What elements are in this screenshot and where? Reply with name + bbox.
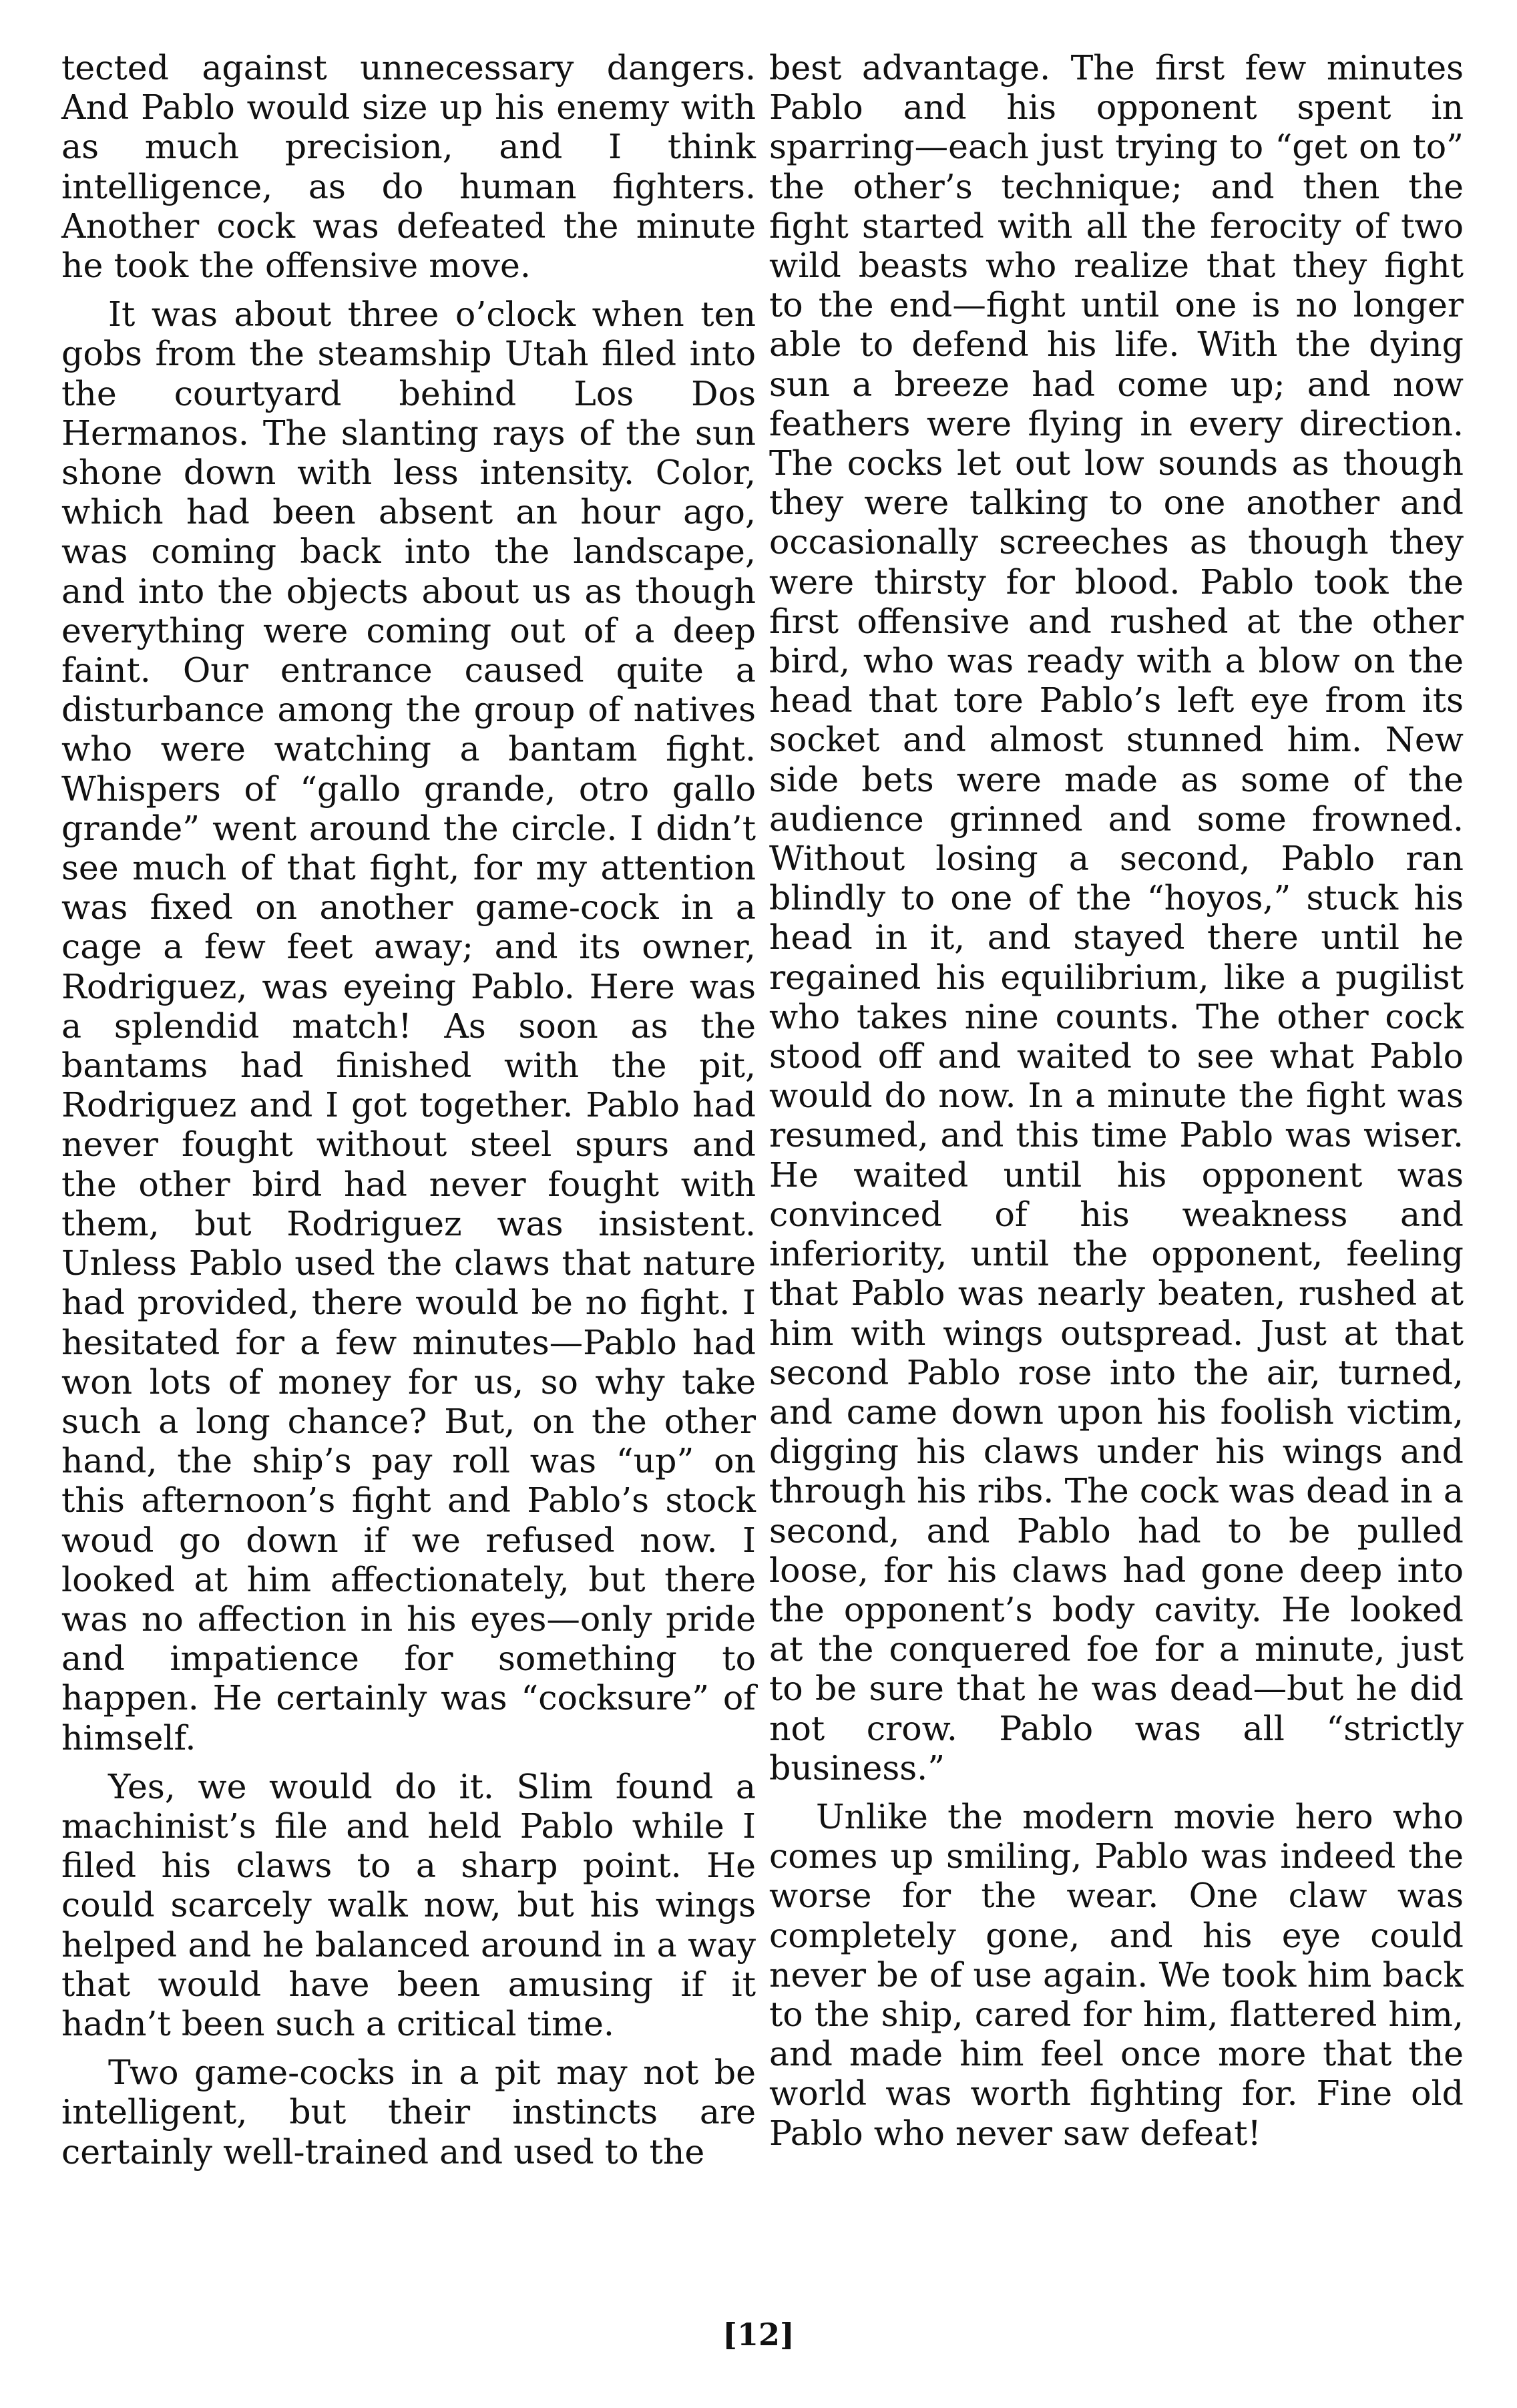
paragraph: Two game-cocks in a pit may not be intelligent, but their instincts are certainly well-trained and used to the (61, 2053, 756, 2172)
paragraph: best advantage. The first few minutes Pablo and his opponent spent in sparring—each just trying to “get on to” the other’s technique; and then the fight started with all the ferocity of two wild beasts who realize that they fight to the end—fight until one is no longer able to defend his life. With the dying sun a breeze had come up; and now feathers were flying in every direction. The cocks let out low sounds as though they were talking to one another and occasionally screeches as though they were thirsty for blood. Pablo took the first offensive and rushed at the other bird, who was ready with a blow on the head that tore Pablo’s left eye from its socket and almost stunned him. New side bets were made as some of the audience grinned and some frowned. Without losing a second, Pablo ran blindly to one of the “hoyos,” stuck his head in it, and stayed there until he regained his equilibrium, like a pugilist who takes nine counts. The other cock stood off and waited to see what Pablo would do now. In a minute the fight was resumed, and this time Pablo was wiser. He waited until his opponent was convinced of his weakness and inferiority, until the opponent, feeling that Pablo was nearly beaten, rushed at him with wings outspread. Just at that second Pablo rose into the air, turned, and came down upon his foolish victim, digging his claws under his wings and through his ribs. The cock was dead in a second, and Pablo had to be pulled loose, for his claws had gone deep into the opponent’s body cavity. He looked at the conquered foe for a minute, just to be sure that he was dead—but he did not crow. Pablo was all “strictly business.” (769, 48, 1464, 1788)
paragraph: Unlike the modern movie hero who comes up smiling, Pablo was indeed the worse for the wear. One claw was completely gone, and his eye could never be of use again. We took him back to the ship, cared for him, flattered him, and made him feel once more that the world was worth fighting for. Fine old Pablo who never saw defeat! (769, 1796, 1464, 2153)
left-column (61, 48, 756, 2181)
paragraph: Yes, we would do it. Slim found a machinist’s file and held Pablo while I filed his claws to a sharp point. He could scarcely walk now, but his wings helped and he balanced around in a way that would have been amusing if it hadn’t been such a critical time. (61, 1766, 756, 2043)
right-column (769, 48, 1464, 2162)
paragraph: It was about three o’clock when ten gobs from the steamship Utah filed into the courtyard behind Los Dos Hermanos. The slanting rays of the sun shone down with less intensity. Color, which had been absent an hour ago, was coming back into the landscape, and into the objects about us as though everything were coming out of a deep faint. Our entrance caused quite a disturbance among the group of natives who were watching a bantam fight. Whispers of “gallo grande, otro gallo grande” went around the circle. I didn’t see much of that fight, for my attention was fixed on another game-cock in a cage a few feet away; and its owner, Rodriguez, was eyeing Pablo. Here was a splendid match! As soon as the bantams had finished with the pit, Rodriguez and I got together. Pablo had never fought without steel spurs and the other bird had never fought with them, but Rodriguez was insistent. Unless Pablo used the claws that nature had provided, there would be no fight. I hesitated for a few minutes—Pablo had won lots of money for us, so why take such a long chance? But, on the other hand, the ship’s pay roll was “up” on this afternoon’s fight and Pablo’s stock woud go down if we refused now. I looked at him affectionately, but there was no affection in his eyes—only pride and impatience for something to happen. He certainly was “cocksure” of himself. (61, 294, 756, 1758)
paragraph: tected against unnecessary dangers. And Pablo would size up his enemy with as much precision, and I think intelligence, as do human fighters. Another cock was defeated the minute he took the offensive move. (61, 48, 756, 286)
page-number: [12] (722, 2317, 795, 2353)
